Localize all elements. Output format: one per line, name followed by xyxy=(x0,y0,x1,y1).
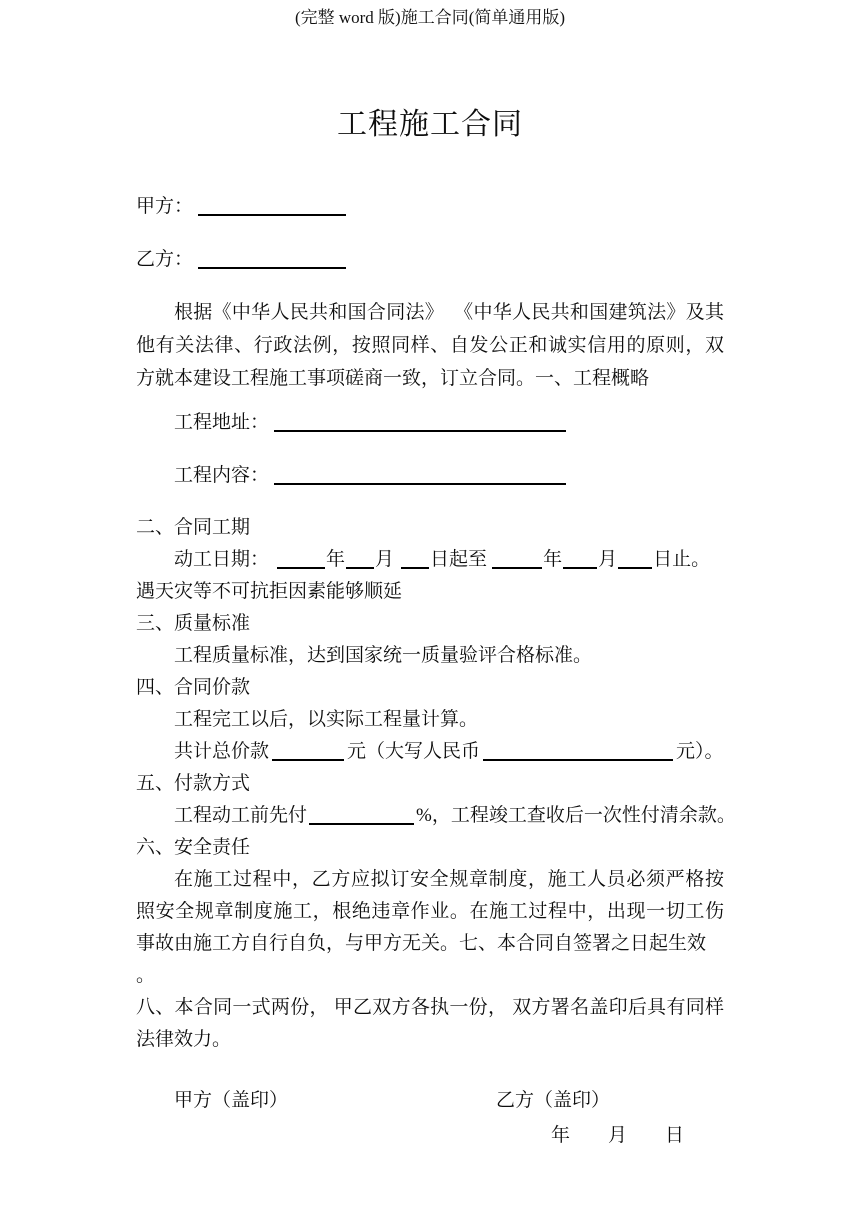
section-5-heading: 五、付款方式 xyxy=(136,773,251,794)
section-4-heading: 四、合同价款 xyxy=(136,677,251,698)
party-b-seal-label: 乙方（盖印） xyxy=(496,1090,611,1111)
total-capital-underline xyxy=(483,745,673,761)
section-2-heading: 二、合同工期 xyxy=(136,517,251,538)
date-line: 年 月 日 xyxy=(550,1125,684,1146)
party-b-label: 乙方： xyxy=(136,249,194,270)
end-year-underline xyxy=(492,553,542,569)
total-price-mid: 元（大写人民币 xyxy=(347,741,481,762)
payment-prefix: 工程动工前先付 xyxy=(174,805,308,826)
address-underline xyxy=(274,416,566,432)
party-a-underline xyxy=(198,200,346,216)
party-a-row xyxy=(136,190,724,224)
party-a-seal-label: 甲方（盖印） xyxy=(174,1090,289,1111)
unit-month-2: 月 xyxy=(598,549,618,570)
party-a-label: 甲方： xyxy=(136,196,194,217)
force-majeure-note: 遇天灾等不可抗拒因素能够顺延 xyxy=(136,581,403,602)
party-b-underline xyxy=(198,253,346,269)
document-body xyxy=(136,104,736,1152)
signature-row xyxy=(136,1085,724,1117)
end-month-underline xyxy=(563,553,597,569)
unit-year-2: 年 xyxy=(543,549,563,570)
start-day-underline xyxy=(401,553,429,569)
start-year-underline xyxy=(277,553,325,569)
payment-suffix: %，工程竣工查收后一次性付清余款。 xyxy=(416,805,736,826)
total-price-end: 元）。 xyxy=(676,741,724,762)
total-amount-underline xyxy=(272,745,344,761)
total-price-row xyxy=(136,736,724,768)
start-date-label: 动工日期： xyxy=(174,549,270,570)
section-8-paragraph: 八、本合同一式两份， 甲乙双方各执一份， 双方署名盖印后具有同样法律效力。 xyxy=(136,997,724,1050)
doc-title: 工程施工合同 xyxy=(337,108,523,141)
intro-paragraph: 根据《中华人民共和国合同法》 《中华人民共和国建筑法》及其他有关法律、行政法例，按照同样、自发公正和诚实信用的原则，双方就本建设工程施工事项磋商一致，订立合同。一、工程概略 xyxy=(136,302,724,389)
section-6-heading: 六、安全责任 xyxy=(136,837,251,858)
quality-standard-text: 工程质量标准，达到国家统一质量验评合格标准。 xyxy=(174,645,593,666)
unit-year-1: 年 xyxy=(326,549,346,570)
address-row xyxy=(136,406,724,440)
safety-paragraph: 在施工过程中，乙方应拟订安全规章制度，施工人员必须严格按照安全规章制度施工，根绝违章作业。在施工过程中，出现一切工伤事故由施工方自行自负，与甲方无关。七、本合同自签署之日起生效 xyxy=(136,869,724,954)
unit-month-1: 月 xyxy=(375,549,395,570)
unit-day-to: 日止。 xyxy=(653,549,711,570)
start-month-underline xyxy=(346,553,374,569)
payment-percent-underline xyxy=(309,809,414,825)
price-calc-text: 工程完工以后，以实际工程量计算。 xyxy=(174,709,479,730)
end-day-underline xyxy=(618,553,652,569)
payment-row xyxy=(136,800,736,832)
address-label: 工程地址： xyxy=(174,412,270,433)
page-header: (完整 word 版)施工合同(简单通用版) xyxy=(294,8,566,27)
unit-day-from: 日起至 xyxy=(430,549,488,570)
party-b-row xyxy=(136,243,724,277)
content-label: 工程内容： xyxy=(174,465,270,486)
content-row xyxy=(136,459,724,493)
content-underline xyxy=(274,469,566,485)
safety-paragraph-period: 。 xyxy=(136,965,156,986)
section-3-heading: 三、质量标准 xyxy=(136,613,251,634)
total-price-label: 共计总价款 xyxy=(174,741,270,762)
start-date-row xyxy=(136,544,724,576)
